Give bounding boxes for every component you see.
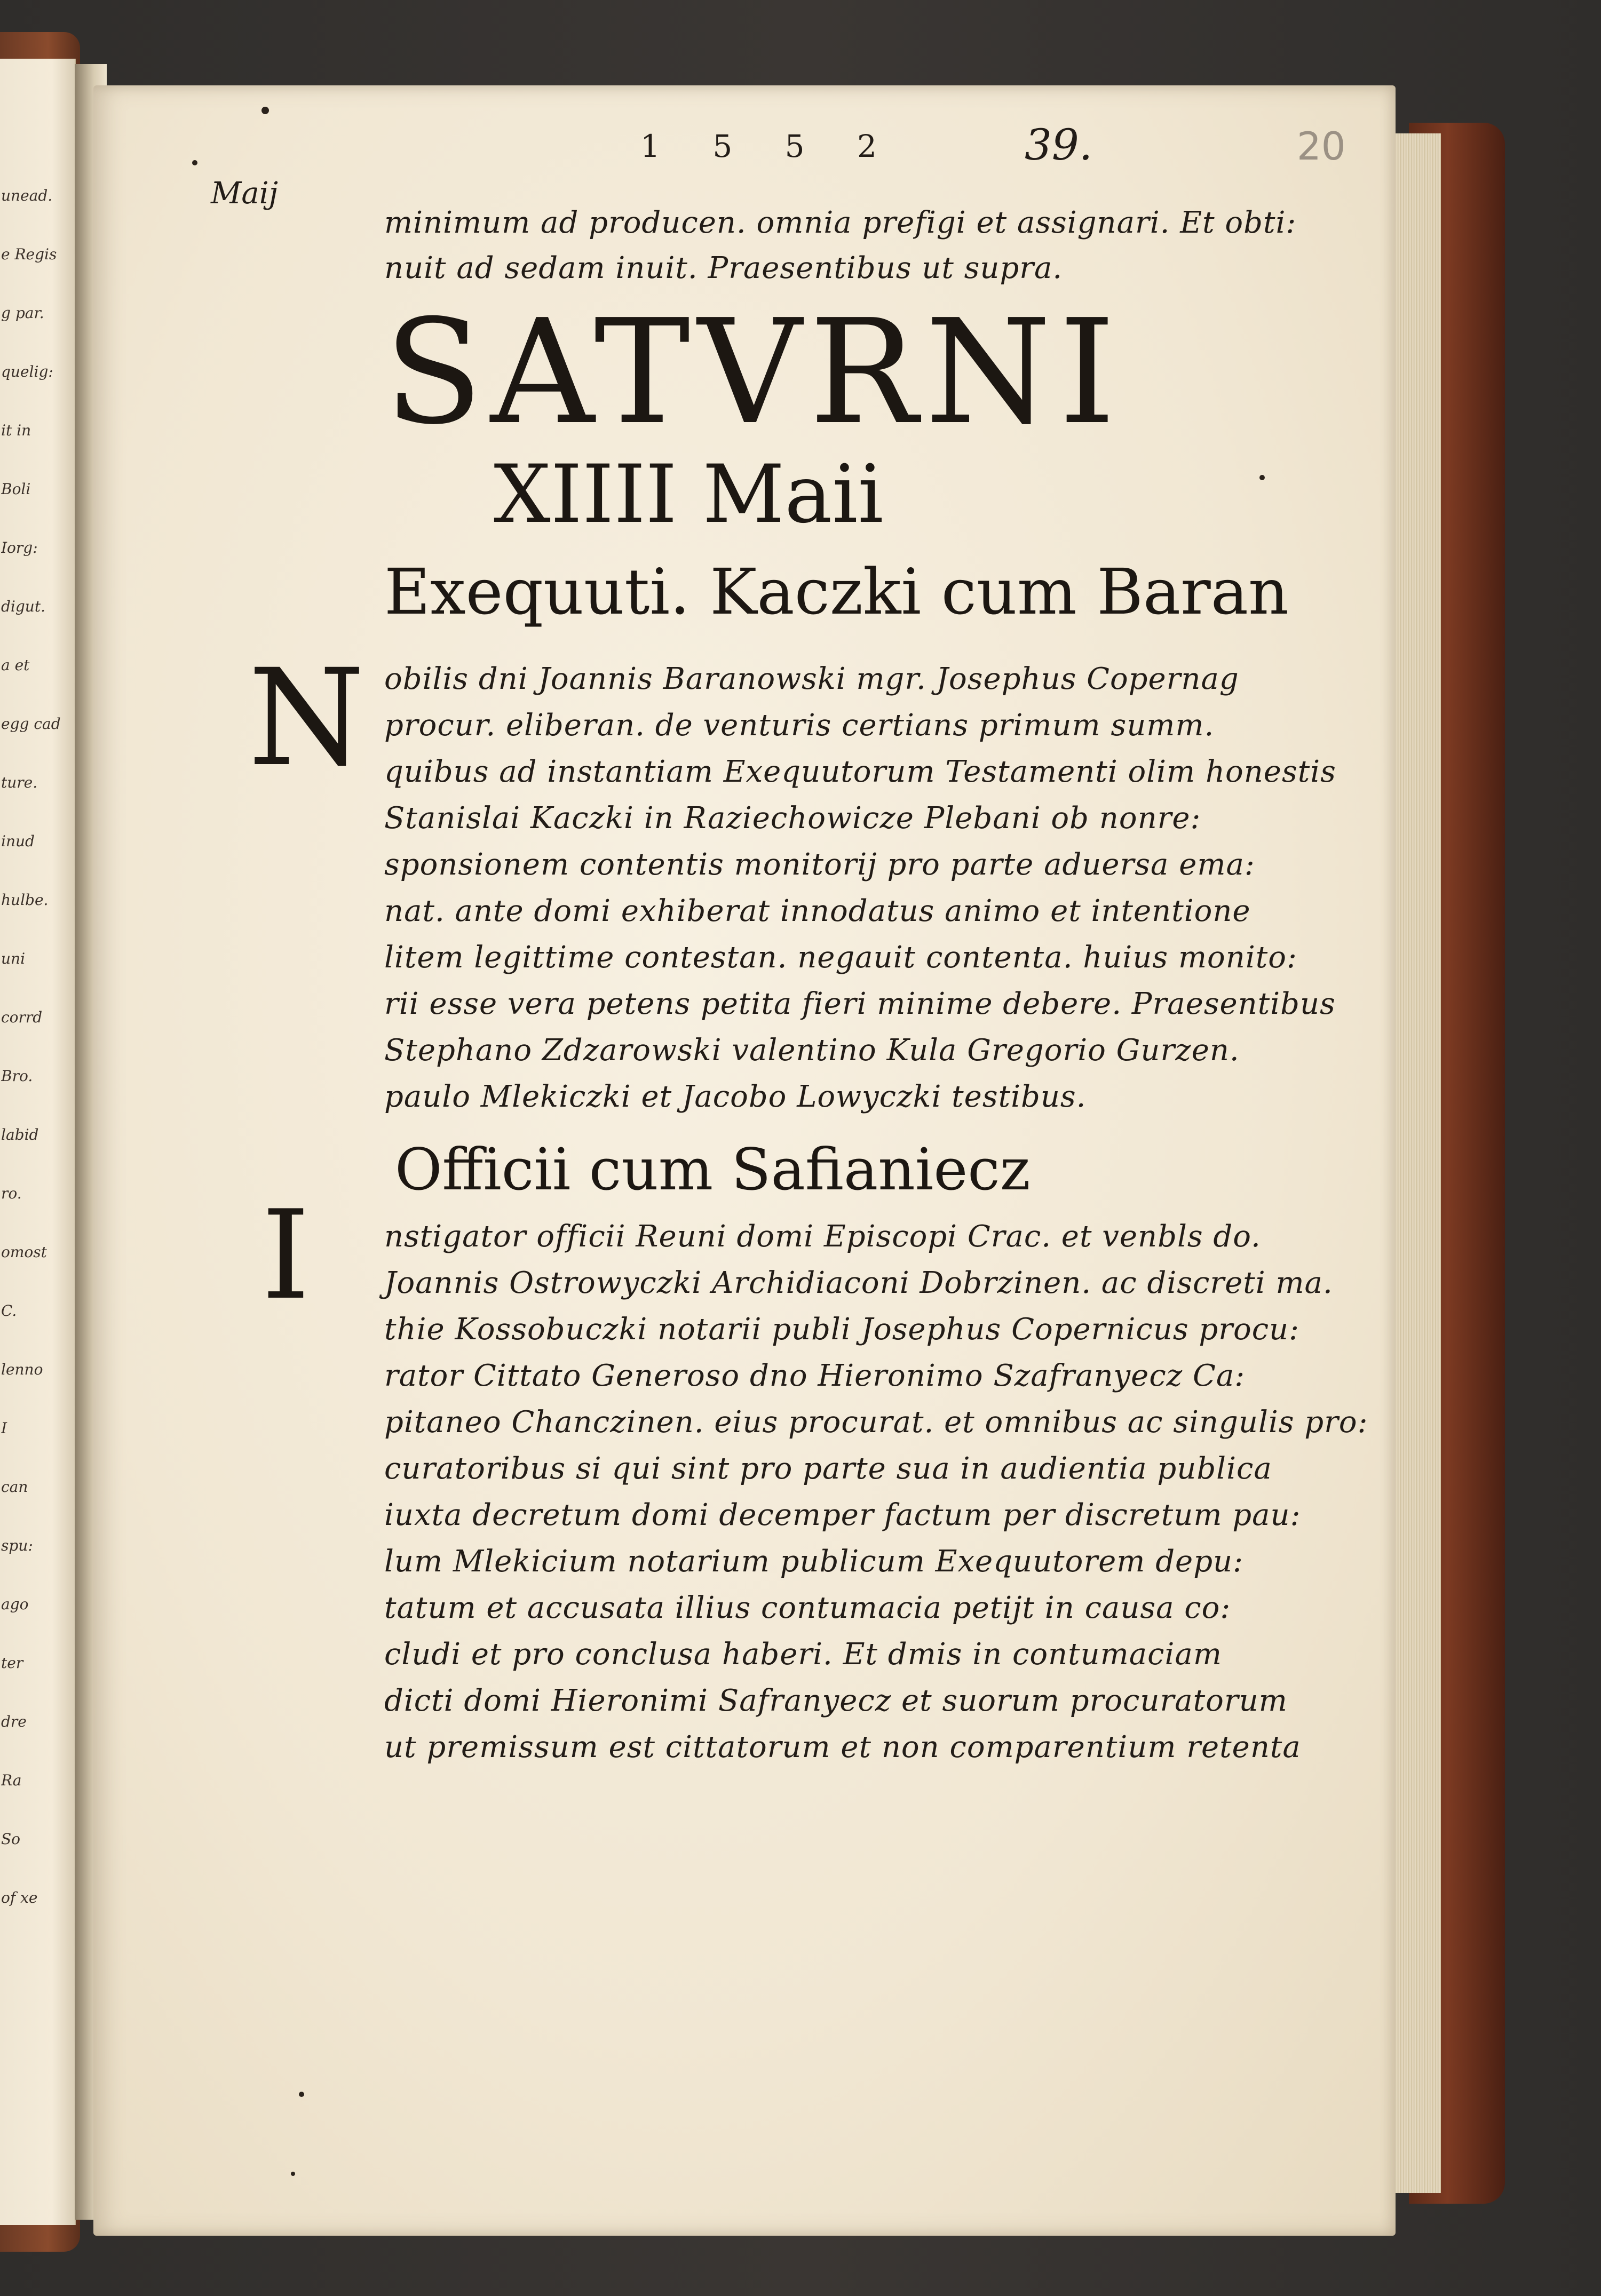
left-page-fragment: labid [1, 1126, 39, 1143]
left-page-fragment: of xe [1, 1889, 38, 1906]
entry-line: procur. eliberan. de venturis certians primum summ. [384, 708, 1215, 743]
ink-spot [299, 2092, 304, 2097]
entry-line: Joannis Ostrowyczki Archidiaconi Dobrzinen. ac discreti ma. [384, 1266, 1333, 1300]
entry-line: nat. ante domi exhiberat innodatus animo et intentione [384, 894, 1251, 928]
left-page-fragment: unead. [1, 187, 53, 204]
page-year: 1 5 5 2 [640, 128, 898, 164]
left-page-fragment: I [1, 1419, 7, 1437]
left-page-fragment: lenno [1, 1361, 43, 1378]
left-page-fragment: Bro. [1, 1067, 33, 1085]
left-page-fragment: Ra [1, 1771, 22, 1789]
left-page-fragment: quelig: [1, 363, 53, 380]
entry-line: curatoribus si qui sint pro parte sua in audientia publica [384, 1451, 1272, 1486]
left-page-fragment: a et [1, 656, 30, 674]
margin-note-month: Maij [211, 176, 278, 211]
entry-line: nstigator officii Reuni domi Episcopi Crac. et venbls do. [384, 1219, 1261, 1254]
left-page-fragment: e Regis [1, 245, 57, 263]
folio-number: 39. [1025, 120, 1093, 170]
entry-title: Officii cum Safianiecz [395, 1137, 1031, 1203]
entry-line: dicti domi Hieronimi Safranyecz et suorum procuratorum [384, 1683, 1288, 1718]
entry-line: rator Cittato Generoso dno Hieronimo Szafranyecz Ca: [384, 1358, 1246, 1393]
left-page-fragment: dre [1, 1713, 27, 1730]
entry-title: Exequuti. Kaczki cum Baran [384, 555, 1289, 629]
left-page-fragment: omost [1, 1243, 47, 1261]
entry-line: iuxta decretum domi decemper factum per discretum pau: [384, 1498, 1301, 1532]
left-page-fragment: ro. [1, 1185, 22, 1202]
entry-line: paulo Mlekiczki et Jacobo Lowyczki testibus. [384, 1079, 1087, 1114]
left-page-fragment: it in [1, 422, 31, 439]
entry-line: tatum et accusata illius contumacia petijt in causa co: [384, 1591, 1231, 1625]
decorated-initial: N [248, 640, 365, 796]
left-page-fragment: egg cad [1, 715, 61, 733]
left-page-fragment: digut. [1, 598, 45, 615]
ink-spot [291, 2172, 295, 2176]
left-page-fragment: C. [1, 1302, 17, 1320]
left-page-fragment: ago [1, 1595, 29, 1613]
ink-spot [192, 160, 197, 165]
entry-line: sponsionem contentis monitorij pro parte aduersa ema: [384, 847, 1255, 882]
entry-line: litem legittime contestan. negauit contenta. huius monito: [384, 940, 1297, 975]
left-page-edge [0, 59, 76, 2225]
left-page-fragment: can [1, 1478, 28, 1496]
entry-line: Stanislai Kaczki in Raziechowicze Plebani ob nonre: [384, 801, 1201, 836]
day-heading: SATVRNI [384, 288, 1123, 456]
archive-page-number: 20 [1297, 124, 1346, 169]
left-page-fragment: ture. [1, 774, 38, 791]
left-page-fragment: spu: [1, 1537, 33, 1554]
left-page-fragment: So [1, 1830, 21, 1848]
date-heading: XIIII Maii [494, 448, 884, 541]
left-page-fragment: g par. [1, 304, 44, 322]
entry-line: obilis dni Joannis Baranowski mgr. Josephus Copernag [384, 662, 1239, 696]
entry-line: quibus ad instantiam Exequutorum Testamenti olim honestis [384, 754, 1336, 789]
left-page-fragment: inud [1, 832, 35, 850]
entry-line: thie Kossobuczki notarii publi Josephus Copernicus procu: [384, 1312, 1299, 1347]
left-page-fragment: corrd [1, 1008, 43, 1026]
ink-spot [261, 107, 269, 114]
left-page-fragment: hulbe. [1, 891, 49, 909]
decorated-initial: I [261, 1185, 310, 1327]
entry-line: ut premissum est cittatorum et non comparentium retenta [384, 1730, 1301, 1765]
entry-line: lum Mlekicium notarium publicum Exequutorem depu: [384, 1544, 1243, 1579]
left-page-fragment: Iorg: [1, 539, 38, 557]
left-page-fragment: ter [1, 1654, 23, 1672]
entry-line: rii esse vera petens petita fieri minime debere. Praesentibus [384, 987, 1336, 1021]
ink-spot [1259, 475, 1265, 480]
opening-line: minimum ad producen. omnia prefigi et assignari. Et obti: [384, 205, 1297, 240]
entry-line: cludi et pro conclusa haberi. Et dmis in contumaciam [384, 1637, 1222, 1672]
left-page-fragment: Boli [1, 480, 31, 498]
entry-line: Stephano Zdzarowski valentino Kula Gregorio Gurzen. [384, 1033, 1240, 1068]
left-page-fragment: uni [1, 950, 26, 967]
opening-line: nuit ad sedam inuit. Praesentibus ut supra. [384, 251, 1063, 285]
entry-line: pitaneo Chanczinen. eius procurat. et omnibus ac singulis pro: [384, 1405, 1368, 1440]
page-stack-edge [1388, 133, 1441, 2193]
